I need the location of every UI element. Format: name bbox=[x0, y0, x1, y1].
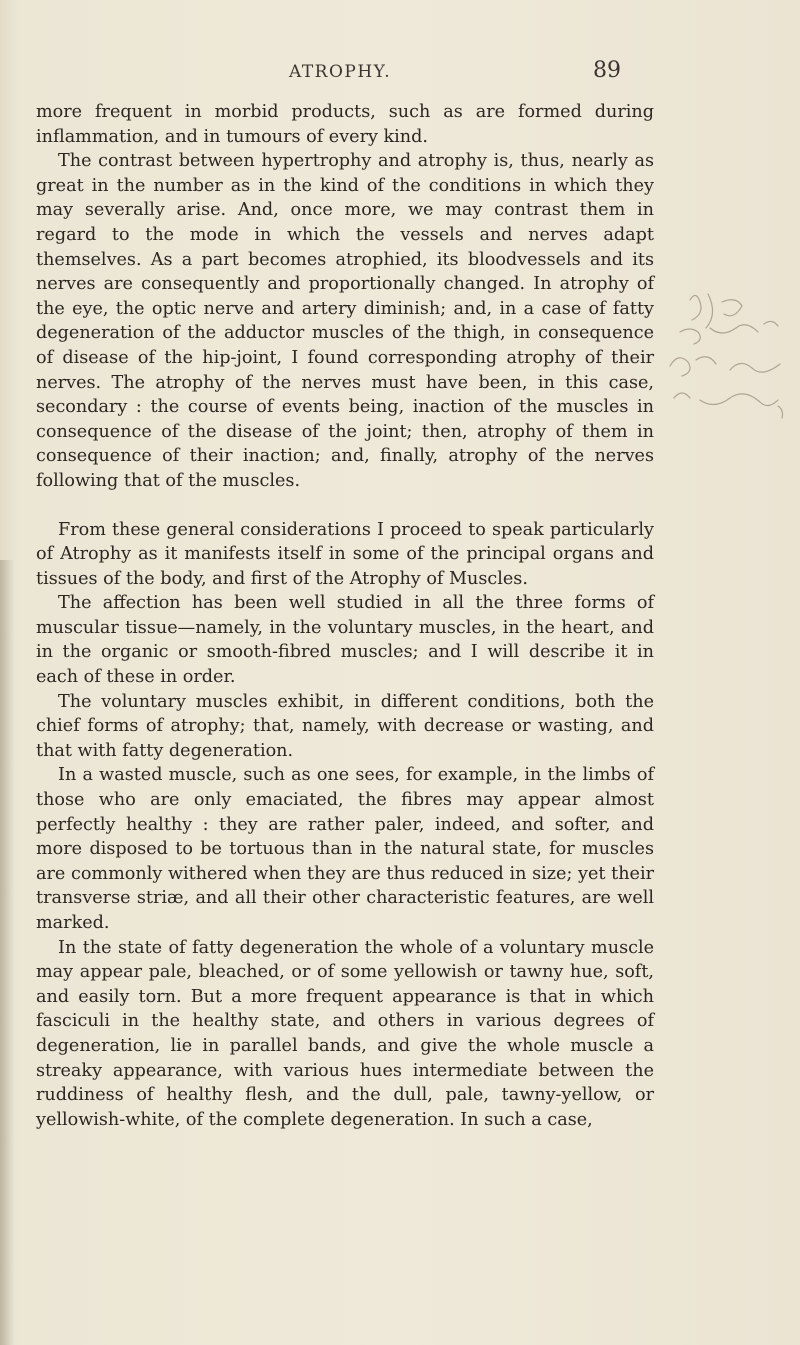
paragraph-fatty-degeneration: In the state of fatty degeneration the whole of a voluntary muscle may appear pale, bleached, or of some yellowish or tawny hue, soft, and easily torn. But a more frequent appearance is that in which fasciculi in the healthy state, and others in various degrees of degeneration, lie in parallel bands, and give the whole muscle a streaky appearance, with various hues intermediate between the ruddiness of healthy flesh, and the dull, pale, tawny-yellow, or yellowish-white, of the complete degeneration. In such a case, bbox=[36, 937, 654, 1130]
page-number: 89 bbox=[593, 58, 621, 83]
paragraph-voluntary-muscles: The voluntary muscles exhibit, in different conditions, both the chief forms of atrophy; that, namely, with decrease or wasting, and that with fatty degeneration. bbox=[36, 691, 654, 761]
spine-shadow bbox=[0, 560, 14, 1345]
paragraph-affection: The affection has been well studied in all the three forms of muscular tissue—namely, in the voluntary muscles, in the heart, and in the organic or smooth-fibred muscles; and I will describe it in each of these in order. bbox=[36, 593, 654, 688]
handwritten-margin-note bbox=[660, 280, 800, 450]
body-text bbox=[36, 100, 654, 1132]
paragraph-general-considerations: From these general considerations I proceed to speak particularly of Atrophy as it manifests itself in some of the principal organs and tissues of the body, and first of the Atrophy of Muscles. bbox=[36, 519, 654, 589]
paragraph-contrast: The contrast between hypertrophy and atrophy is, thus, nearly as great in the number as in the kind of the conditions in which they may severally arise. And, once more, we may contrast them in regard to the mode in which the vessels and nerves adapt themselves. As a part becomes atrophied, its bloodvessels and its nerves are consequently and proportionally changed. In atrophy of the eye, the optic nerve and artery diminish; and, in a case of fatty degeneration of the adductor muscles of the thigh, in consequence of disease of the hip-joint, I found corresponding atrophy of their nerves. The atrophy of the nerves must have been, in this case, secondary : the course of events being, inaction of the muscles in consequence of the disease of the joint; then, atrophy of them in consequence of their inaction; and, finally, atrophy of the nerves following that of the muscles. bbox=[36, 151, 654, 491]
paragraph-continuation: more frequent in morbid products, such as are formed during inflammation, and in tumours of every kind. bbox=[36, 102, 654, 147]
section-gap bbox=[36, 494, 654, 518]
page-header bbox=[0, 52, 800, 92]
running-head: ATROPHY. bbox=[289, 62, 392, 82]
paragraph-wasted-muscle: In a wasted muscle, such as one sees, for example, in the limbs of those who are only emaciated, the fibres may appear almost perfectly healthy : they are rather paler, indeed, and softer, and more disposed to be tortuous than in the natural state, for muscles are commonly withered when they are thus reduced in size; yet their transverse striæ, and all their other characteristic features, are well marked. bbox=[36, 765, 654, 933]
